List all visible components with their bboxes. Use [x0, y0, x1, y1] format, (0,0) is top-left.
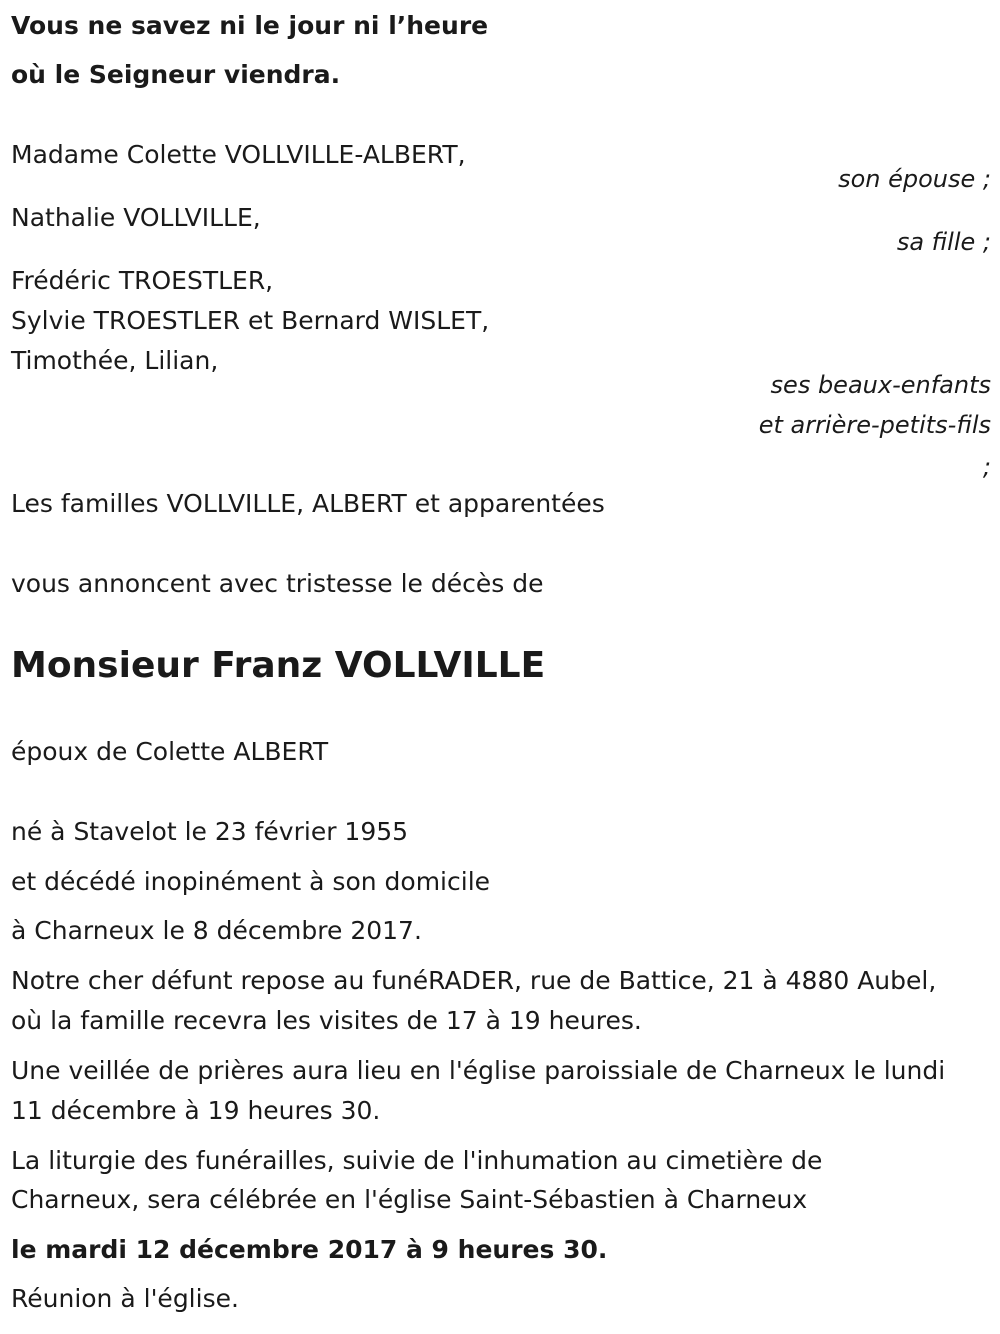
- funeral-date: le mardi 12 décembre 2017 à 9 heures 30.: [11, 1235, 608, 1264]
- liturgy-line-2: Charneux, sera célébrée en l'église Saint-Sébastien à Charneux: [11, 1185, 808, 1214]
- birth-line: né à Stavelot le 23 février 1955: [11, 817, 409, 846]
- daughter-name: Nathalie VOLLVILLE,: [11, 203, 261, 232]
- death-line-2: à Charneux le 8 décembre 2017.: [11, 916, 422, 945]
- step-child-2: Sylvie TROESTLER et Bernard WISLET,: [11, 306, 490, 335]
- step-role-line-2: et arrière-petits-fils: [758, 411, 991, 439]
- vigil-line-1: Une veillée de prières aura lieu en l'église paroissiale de Charneux le lundi: [11, 1056, 946, 1085]
- spouse-of: époux de Colette ALBERT: [11, 737, 329, 766]
- rest-line-2: où la famille recevra les visites de 17 à 19 heures.: [11, 1006, 642, 1035]
- families-line: Les familles VOLLVILLE, ALBERT et apparentées: [11, 489, 605, 518]
- obituary-page: [11, 0, 991, 1334]
- step-child-1: Frédéric TROESTLER,: [11, 266, 274, 295]
- rest-line-1: Notre cher défunt repose au funéRADER, rue de Battice, 21 à 4880 Aubel,: [11, 966, 937, 995]
- daughter-role: sa fille ;: [896, 228, 991, 256]
- step-child-3: Timothée, Lilian,: [11, 346, 219, 375]
- meeting-line: Réunion à l'église.: [11, 1284, 239, 1313]
- verse-line-2: où le Seigneur viendra.: [11, 60, 341, 89]
- death-line-1: et décédé inopinément à son domicile: [11, 867, 491, 896]
- deceased-name: Monsieur Franz VOLLVILLE: [11, 645, 546, 686]
- verse-line-1: Vous ne savez ni le jour ni l’heure: [11, 11, 489, 40]
- step-role-line-3: ;: [982, 453, 991, 481]
- spouse-name: Madame Colette VOLLVILLE-ALBERT,: [11, 140, 466, 169]
- spouse-role: son épouse ;: [838, 165, 991, 193]
- step-role-line-1: ses beaux-enfants: [770, 371, 991, 399]
- liturgy-line-1: La liturgie des funérailles, suivie de l'inhumation au cimetière de: [11, 1146, 823, 1175]
- announcement: vous annoncent avec tristesse le décès de: [11, 569, 544, 598]
- vigil-line-2: 11 décembre à 19 heures 30.: [11, 1096, 381, 1125]
